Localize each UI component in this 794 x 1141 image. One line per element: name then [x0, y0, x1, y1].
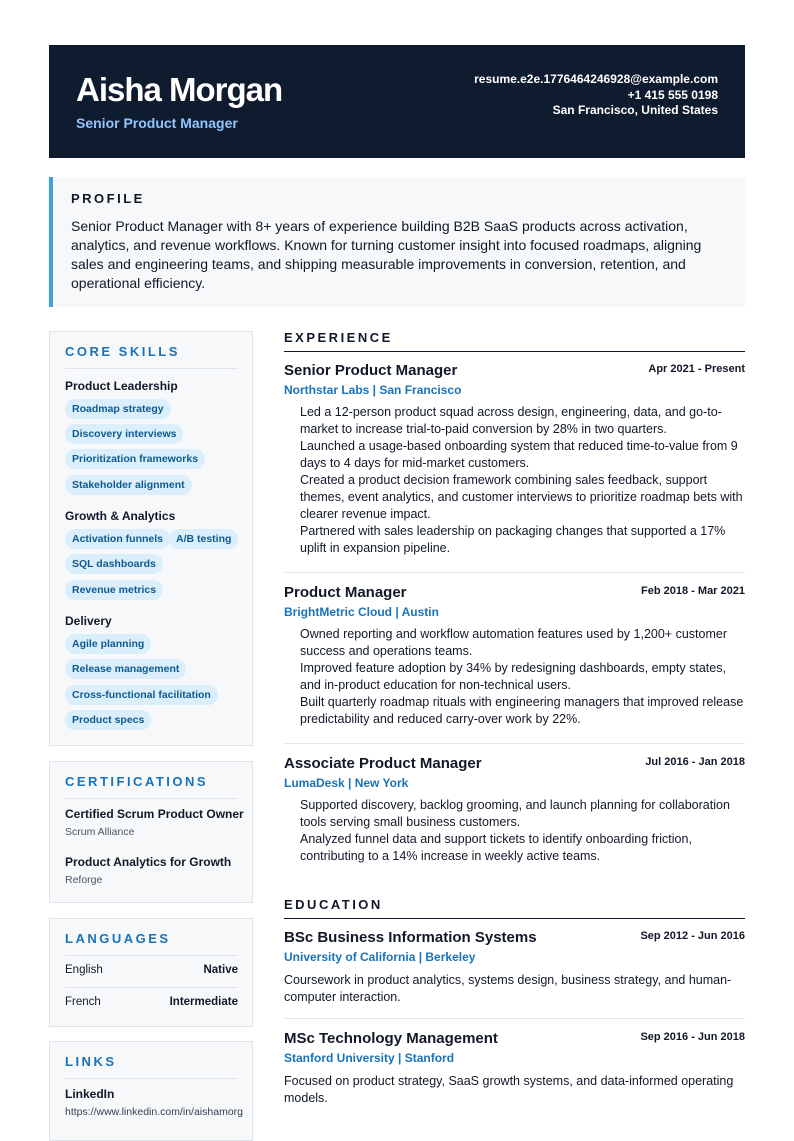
certification-name: Product Analytics for Growth [65, 855, 232, 869]
certifications-card [49, 761, 253, 903]
contact-location: San Francisco, United States [552, 103, 718, 117]
job-bullets [300, 404, 745, 557]
job-company: Northstar Labs | San Francisco [284, 383, 462, 397]
skill-chip: Revenue metrics [65, 580, 163, 600]
language-name: English [65, 964, 103, 976]
job-bullet: Improved feature adoption by 34% by redesigning dashboards, empty states, and in-product education for non-technical users. [300, 661, 726, 692]
job-dates: Feb 2018 - Mar 2021 [641, 585, 745, 597]
job-bullet: Created a product decision framework combining sales feedback, support themes, event analytics, and customer interviews to prioritize roadmap bets with clearer revenue impact. [300, 473, 743, 521]
job-bullet: Analyzed funnel data and support tickets to identify onboarding friction, contributing to a 14% increase in weekly active teams. [300, 832, 692, 863]
job-bullets [300, 797, 745, 865]
experience-title: EXPERIENCE [284, 330, 393, 345]
divider [65, 368, 238, 369]
education-divider [284, 1018, 745, 1019]
skill-group-title: Product Leadership [65, 379, 178, 393]
degree-dates: Sep 2016 - Jun 2018 [640, 1031, 745, 1043]
certification-issuer: Scrum Alliance [65, 826, 135, 838]
job-company: LumaDesk | New York [284, 776, 409, 790]
job-bullet: Built quarterly roadmap rituals with engineering managers that improved release predictability and reduced carry-over work by 22%. [300, 695, 744, 726]
job-title: Product Manager [284, 584, 407, 601]
language-level: Native [203, 964, 238, 976]
contact-phone[interactable]: +1 415 555 0198 [627, 87, 718, 102]
certifications-title: CERTIFICATIONS [65, 774, 209, 789]
degree-description: Coursework in product analytics, systems design, business strategy, and human-computer interaction. [284, 973, 732, 1004]
divider [65, 987, 238, 988]
resume-header [49, 45, 745, 158]
core-skills-title: CORE SKILLS [65, 344, 180, 359]
skill-chip: Release management [65, 659, 186, 679]
links-title: LINKS [65, 1054, 117, 1069]
job-bullet: Partnered with sales leadership on packaging changes that supported a 17% uplift in expansion pipeline. [300, 524, 726, 555]
section-divider [284, 918, 745, 919]
job-dates: Apr 2021 - Present [648, 363, 745, 375]
link-label: LinkedIn [65, 1087, 115, 1101]
skill-group-title: Delivery [65, 614, 112, 628]
language-name: French [65, 996, 101, 1008]
contact-email[interactable]: resume.e2e.1776464246928@example.com [474, 72, 718, 86]
certification-name: Certified Scrum Product Owner [65, 807, 244, 821]
profile-title: PROFILE [71, 191, 145, 206]
profile-text: Senior Product Manager with 8+ years of experience building B2B SaaS products across activation, analytics, and revenue workflows. Known for turning customer insight into focused roadmaps, aligning sales and engineering teams, and shipping measurable improvements in conversion, retention, and operational efficiency. [71, 218, 702, 291]
job-divider [284, 572, 745, 573]
job-bullet: Owned reporting and workflow automation features used by 1,200+ customer success and operations teams. [300, 627, 727, 658]
core-skills-card [49, 331, 253, 746]
job-divider [284, 743, 745, 744]
language-level: Intermediate [169, 996, 238, 1008]
candidate-name: Aisha Morgan [76, 71, 283, 108]
skill-chip: Prioritization frameworks [65, 449, 205, 469]
skill-chip: Agile planning [65, 634, 151, 654]
candidate-role: Senior Product Manager [76, 115, 238, 131]
skill-chip: Discovery interviews [65, 424, 183, 444]
job-bullet: Supported discovery, backlog grooming, and launch planning for collaboration tools serving small business customers. [300, 798, 730, 829]
languages-card [49, 918, 253, 1027]
skill-chip: Stakeholder alignment [65, 475, 192, 495]
section-divider [284, 351, 745, 352]
links-card [49, 1041, 253, 1141]
job-bullet: Launched a usage-based onboarding system that reduced time-to-value from 9 days to 4 days for mid-market customers. [300, 439, 738, 470]
skill-chip: Cross-functional facilitation [65, 685, 218, 705]
degree-school: Stanford University | Stanford [284, 1051, 455, 1065]
degree-description: Focused on product strategy, SaaS growth systems, and data-informed operating models. [284, 1074, 734, 1105]
education-title: EDUCATION [284, 897, 383, 912]
profile-section [49, 177, 745, 307]
job-title: Senior Product Manager [284, 362, 458, 379]
degree-title: MSc Technology Management [284, 1030, 498, 1047]
linkedin-link[interactable]: https://www.linkedin.com/in/aishamorg [65, 1106, 243, 1118]
divider [65, 955, 238, 956]
skill-chip: Activation funnels [65, 529, 170, 549]
degree-title: BSc Business Information Systems [284, 929, 537, 946]
skill-group-title: Growth & Analytics [65, 509, 176, 523]
job-bullet: Led a 12-person product squad across design, engineering, data, and go-to-market to increase trial-to-paid conversion by 28% in two quarters. [300, 405, 722, 436]
job-company: BrightMetric Cloud | Austin [284, 605, 439, 619]
skill-chip: SQL dashboards [65, 554, 163, 574]
degree-school: University of California | Berkeley [284, 950, 476, 964]
languages-title: LANGUAGES [65, 931, 171, 946]
job-bullets [300, 626, 745, 728]
degree-dates: Sep 2012 - Jun 2016 [640, 930, 745, 942]
skill-chip: Product specs [65, 710, 151, 730]
contact-block [474, 72, 718, 119]
skill-chip: A/B testing [169, 529, 238, 549]
skill-chip: Roadmap strategy [65, 399, 171, 419]
job-title: Associate Product Manager [284, 755, 482, 772]
certification-issuer: Reforge [65, 874, 103, 886]
divider [65, 1078, 238, 1079]
job-dates: Jul 2016 - Jan 2018 [645, 756, 745, 768]
divider [65, 798, 238, 799]
